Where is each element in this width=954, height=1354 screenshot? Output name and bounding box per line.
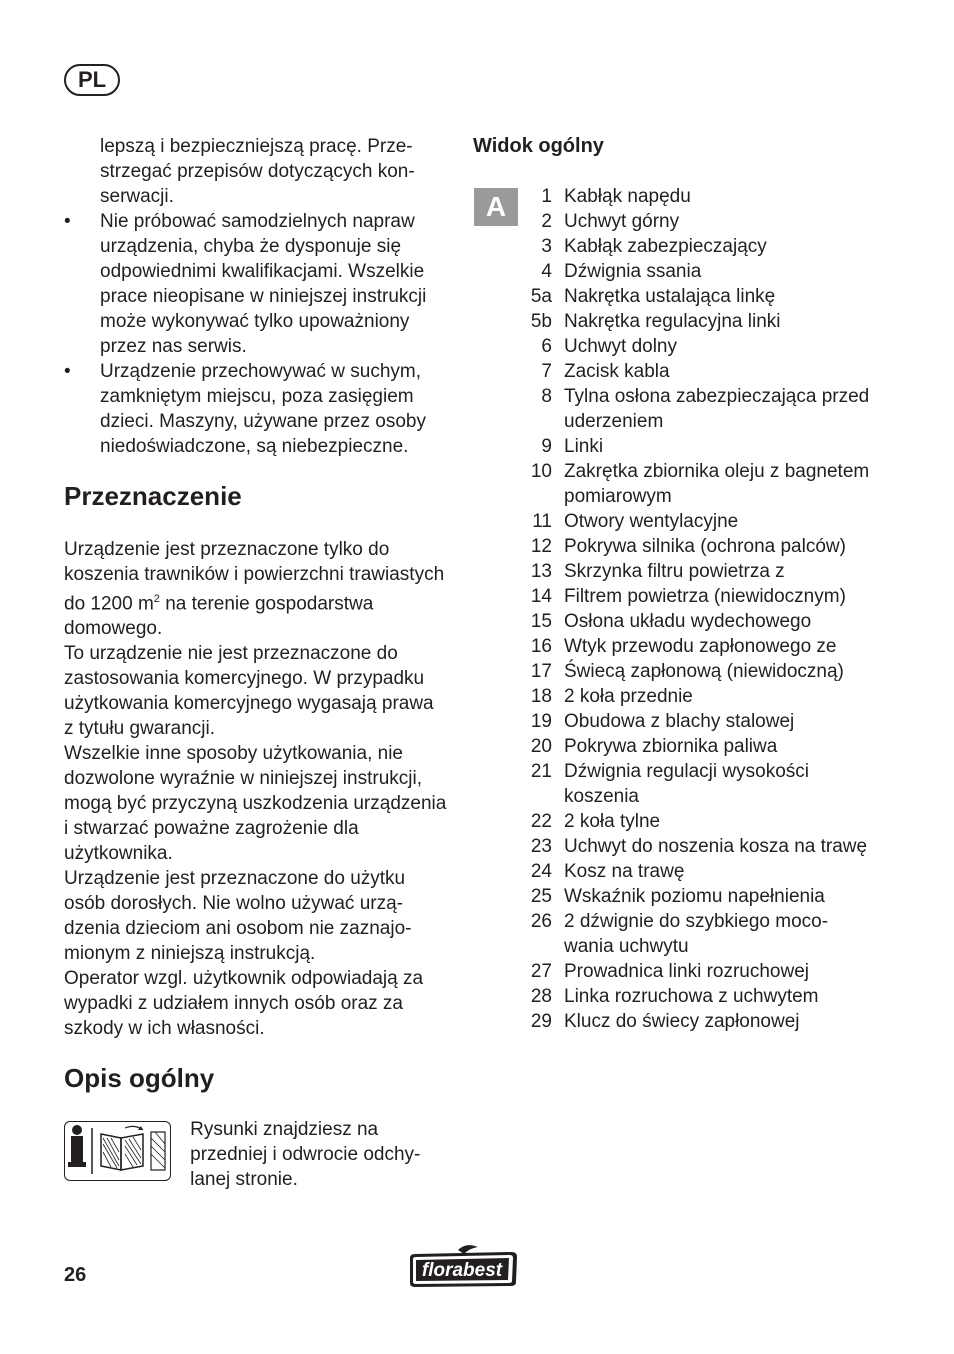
list-item — [520, 809, 870, 834]
list-item — [520, 434, 870, 459]
part-number: 26 — [530, 911, 552, 932]
list-item — [520, 234, 870, 259]
part-label: Prowadnica linki rozruchowej — [564, 961, 809, 982]
part-label: 2 dźwignie do szybkiego mocowania uchwytu — [564, 911, 829, 957]
part-number: 22 — [530, 811, 552, 832]
purpose-paragraph-1: Urządzenie jest przeznaczone tylko do koszenia trawników i powierzchni trawiastych do 1200 $m^2$ na terenie gospodarstwa domowego. — [64, 539, 445, 640]
list-item — [520, 984, 870, 1009]
list-item — [520, 259, 870, 284]
list-item — [520, 534, 870, 559]
language-badge: PL — [64, 64, 120, 96]
part-number: 15 — [530, 611, 552, 632]
part-number: 21 — [530, 761, 552, 782]
list-item — [520, 184, 870, 209]
part-label: Wtyk przewodu zapłonowego ze — [564, 636, 837, 657]
info-note — [64, 1117, 448, 1192]
list-item — [520, 459, 870, 509]
part-number: 12 — [530, 536, 552, 557]
list-item — [520, 634, 870, 659]
list-item — [520, 384, 870, 434]
part-label: Nakrętka regulacyjna linki — [564, 311, 781, 332]
part-number: 3 — [541, 236, 552, 257]
part-number: 5b — [530, 311, 552, 332]
part-number: 8 — [541, 386, 552, 407]
page-number: 26 — [64, 1264, 87, 1286]
part-number: 5a — [530, 286, 552, 307]
part-label: Osłona układu wydechowego — [564, 611, 812, 632]
part-label: Kosz na trawę — [564, 861, 685, 882]
part-label: Linka rozruchowa z uchwytem — [564, 986, 819, 1007]
section-title-description: Opis ogólny — [64, 1063, 215, 1094]
list-item — [64, 359, 448, 459]
list-item — [520, 659, 870, 684]
list-item — [64, 209, 448, 359]
part-number: 16 — [530, 636, 552, 657]
bullet-marker: • — [64, 211, 71, 232]
part-label: Uchwyt do noszenia kosza na trawę — [564, 836, 868, 857]
list-item — [520, 584, 870, 609]
part-number: 20 — [530, 736, 552, 757]
list-item — [520, 1009, 870, 1034]
part-number: 29 — [530, 1011, 552, 1032]
part-label: Linki — [564, 436, 604, 457]
list-item — [520, 509, 870, 534]
bullet-marker: • — [64, 361, 71, 382]
part-number: 14 — [530, 586, 552, 607]
part-label: 2 koła przednie — [564, 686, 693, 707]
part-label: Kabłąk napędu — [564, 186, 691, 207]
right-column — [473, 134, 873, 184]
purpose-paragraph-2: To urządzenie nie jest przeznaczone do zastosowania komercyjnego. W przypadku użytkowania komercyjnego wygasają prawa z tytułu gwarancji. — [64, 643, 434, 740]
part-label: Obudowa z blachy stalowej — [564, 711, 795, 732]
list-item — [520, 759, 870, 809]
part-label: Dźwignia ssania — [564, 261, 702, 282]
part-label: Tylna osłona zabezpieczająca przed uderzeniem — [564, 386, 870, 432]
list-item — [520, 334, 870, 359]
purpose-paragraph-4: Urządzenie jest przeznaczone do użytku osób dorosłych. Nie wolno używać urządzenia dzieciom ani osobom nie zaznajomionym z niniejszą instrukcją. — [64, 868, 412, 965]
superscript: 2 — [153, 593, 160, 605]
figure-label-badge: A — [474, 188, 518, 226]
part-label: 2 koła tylne — [564, 811, 661, 832]
list-item — [520, 359, 870, 384]
list-item — [520, 684, 870, 709]
left-column — [64, 134, 448, 1192]
part-number: 18 — [530, 686, 552, 707]
info-text: Rysunki znajdziesz na przedniej i odwrocie odchylanej stronie. — [190, 1119, 421, 1191]
list-item — [520, 284, 870, 309]
part-label: Uchwyt górny — [564, 211, 680, 232]
parts-list — [520, 184, 870, 1034]
section-title-purpose: Przeznaczenie — [64, 481, 242, 511]
part-label: Filtrem powietrza (niewidocznym) — [564, 586, 846, 607]
part-number: 2 — [541, 211, 552, 232]
part-number: 10 — [530, 461, 552, 482]
list-item — [520, 859, 870, 884]
part-number: 6 — [541, 336, 552, 357]
list-item — [520, 559, 870, 584]
florabest-logo — [406, 1244, 520, 1290]
list-item — [520, 309, 870, 334]
list-item — [520, 959, 870, 984]
part-number: 24 — [530, 861, 552, 882]
part-number: 27 — [530, 961, 552, 982]
list-item — [520, 734, 870, 759]
list-item — [520, 709, 870, 734]
part-label: Otwory wentylacyjne — [564, 511, 739, 532]
info-fold-out-page-icon — [64, 1121, 171, 1181]
part-number: 25 — [530, 886, 552, 907]
bullet-text: Nie próbować samodzielnych napraw urządzenia, chyba że dysponuje się odpowiednimi kwalifikacjami. Wszelkie prace nieopisane w niniejszej instrukcji może wykonywać tylko upoważniony przez nas serwis. — [100, 211, 427, 357]
part-label: Pokrywa silnika (ochrona palców) — [564, 536, 846, 557]
part-number: 17 — [530, 661, 552, 682]
logo-text: florabest — [421, 1260, 503, 1281]
part-number: 1 — [541, 186, 552, 207]
list-item — [520, 834, 870, 859]
part-number: 23 — [530, 836, 552, 857]
part-label: Świecą zapłonową (niewidoczną) — [564, 661, 844, 682]
purpose-paragraph-5: Operator wzgl. użytkownik odpowiadają za wypadki z udziałem innych osób oraz za szkody w ich własności. — [64, 968, 424, 1040]
part-label: Skrzynka filtru powietrza z — [564, 561, 785, 582]
part-label: Kabłąk zabezpieczający — [564, 236, 767, 257]
list-item — [520, 609, 870, 634]
intro-continuation: lepszą i bezpieczniejszą pracę. Przestrzegać przepisów dotyczących konserwacji. — [100, 136, 415, 207]
part-number: 11 — [532, 511, 552, 532]
purpose-paragraph-3: Wszelkie inne sposoby użytkowania, nie dozwolone wyraźnie w niniejszej instrukcji, mogą być przyczyną uszkodzenia urządzenia i stwarzać poważne zagrożenie dla użytkownika. — [64, 743, 447, 865]
part-label: Pokrywa zbiornika paliwa — [564, 736, 778, 757]
part-number: 28 — [530, 986, 552, 1007]
overview-title: Widok ogólny — [473, 135, 604, 157]
part-label: Zacisk kabla — [564, 361, 670, 382]
part-label: Zakrętka zbiornika oleju z bagnetem pomiarowym — [564, 461, 870, 507]
part-number: 13 — [530, 561, 552, 582]
list-item — [520, 909, 870, 959]
part-number: 4 — [541, 261, 552, 282]
part-number: 9 — [541, 436, 552, 457]
part-label: Klucz do świecy zapłonowej — [564, 1011, 800, 1032]
part-number: 19 — [530, 711, 552, 732]
part-label: Uchwyt dolny — [564, 336, 677, 357]
part-label: Wskaźnik poziomu napełnienia — [564, 886, 825, 907]
bullet-text: Urządzenie przechowywać w suchym, zamkniętym miejscu, poza zasięgiem dzieci. Maszyny, używane przez osoby niedoświadczone, są niebezpieczne. — [100, 361, 426, 457]
list-item — [520, 884, 870, 909]
part-label: Nakrętka ustalająca linkę — [564, 286, 776, 307]
part-label: Dźwignia regulacji wysokości koszenia — [564, 761, 809, 807]
list-item — [520, 209, 870, 234]
part-number: 7 — [541, 361, 552, 382]
